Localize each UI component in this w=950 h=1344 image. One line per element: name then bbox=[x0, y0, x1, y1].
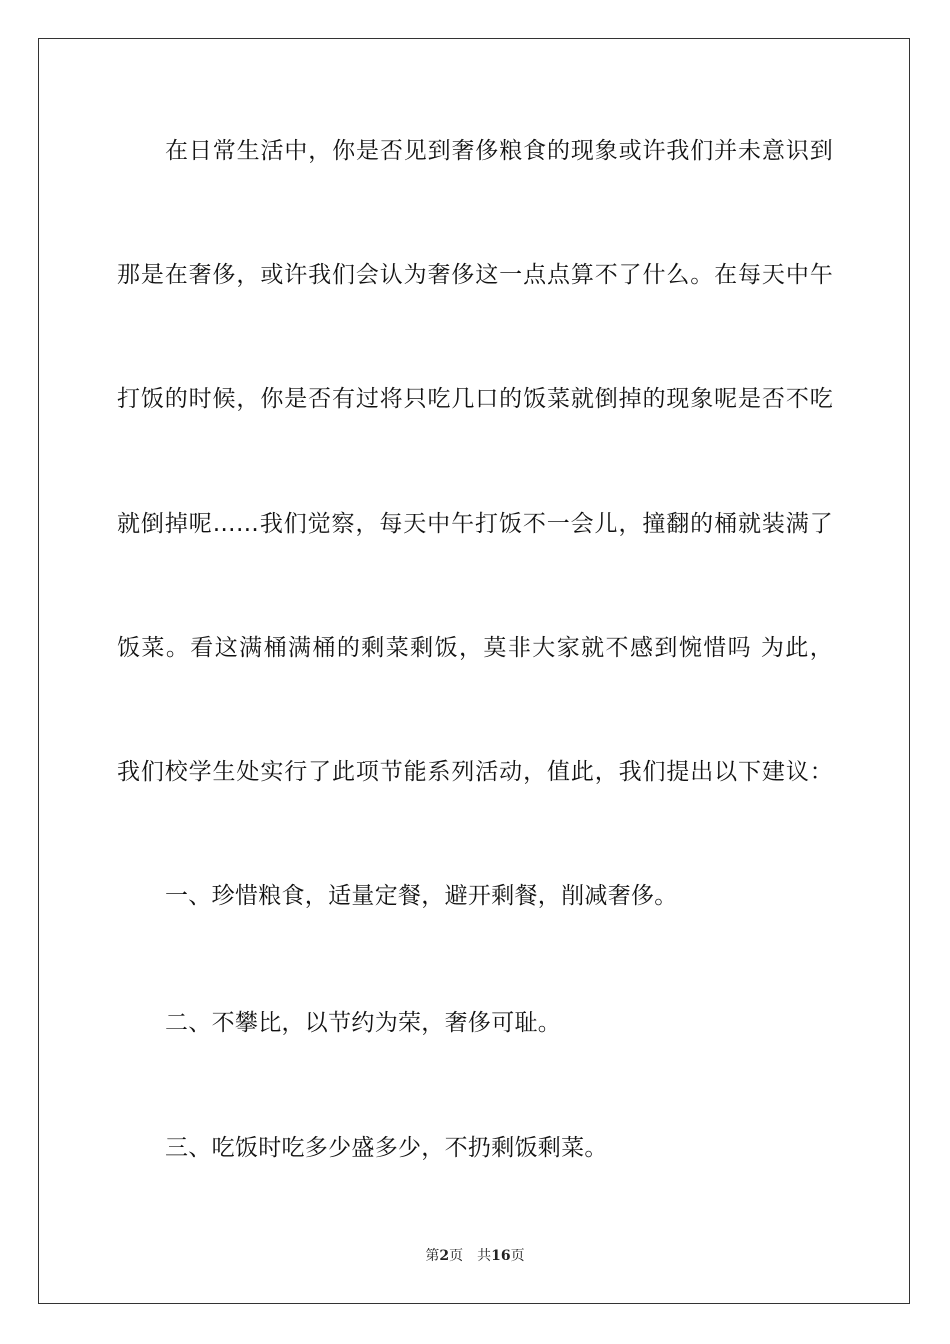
body-text-line-5: 饭菜。看这满桶满桶的剩菜剩饭，莫非大家就不感到惋惜吗 为此， bbox=[117, 635, 833, 661]
list-item-2: 二、不攀比，以节约为荣，奢侈可耻。 bbox=[165, 1010, 562, 1036]
page-footer bbox=[0, 1246, 950, 1266]
list-item-1: 一、珍惜粮食，适量定餐，避开剩餐，削减奢侈。 bbox=[165, 883, 678, 909]
list-item-3: 三、吃饭时吃多少盛多少，不扔剩饭剩菜。 bbox=[165, 1135, 608, 1161]
body-text-line-1: 在日常生活中，你是否见到奢侈粮食的现象或许我们并未意识到 bbox=[165, 138, 833, 164]
body-text-line-2: 那是在奢侈，或许我们会认为奢侈这一点点算不了什么。在每天中午 bbox=[117, 262, 833, 288]
total-pages: 共16页 bbox=[477, 1248, 525, 1264]
page-frame bbox=[38, 38, 910, 1304]
body-text-line-3: 打饭的时候，你是否有过将只吃几口的饭菜就倒掉的现象呢是否不吃 bbox=[117, 386, 833, 412]
body-text-line-4: 就倒掉呢……我们觉察，每天中午打饭不一会儿，撞翻的桶就装满了 bbox=[117, 511, 833, 537]
body-text-line-6: 我们校学生处实行了此项节能系列活动，值此，我们提出以下建议： bbox=[117, 759, 833, 785]
page-number: 第2页 bbox=[425, 1248, 464, 1264]
